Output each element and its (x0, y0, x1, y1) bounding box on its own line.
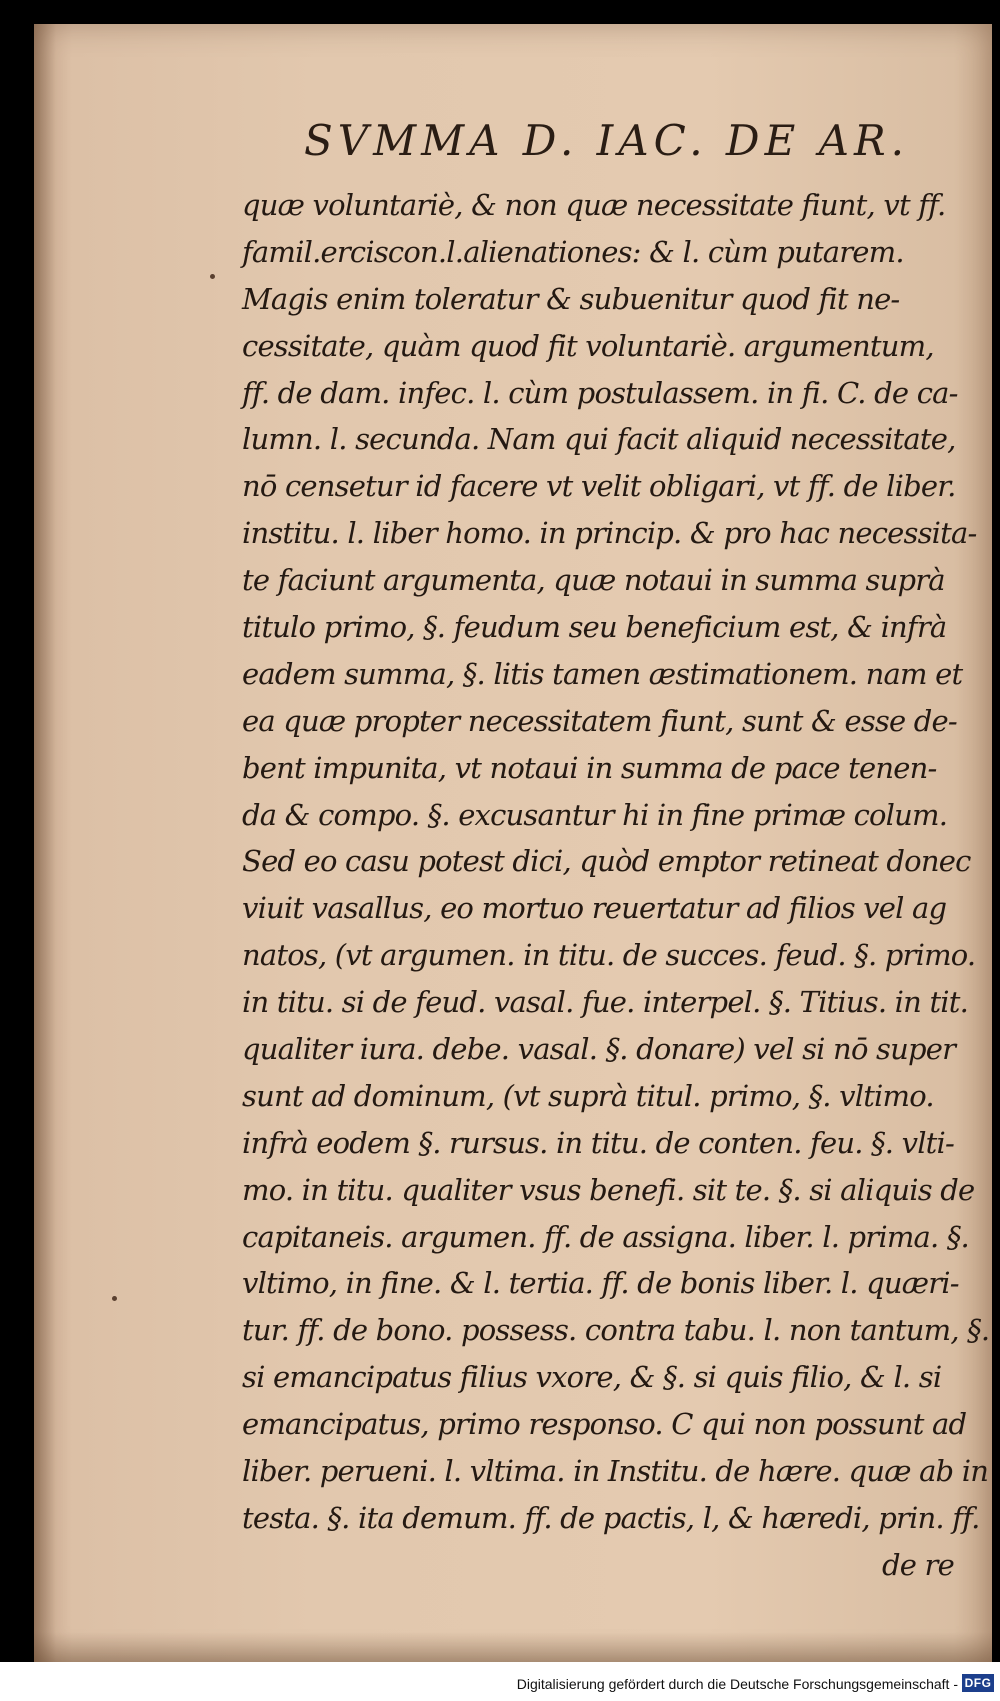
text-line: liber. perueni. l. vltima. in Institu. de hære. quæ ab in (242, 1454, 989, 1489)
text-line: in titu. si de feud. vasal. fue. interpel. §. Titius. in tit. (242, 985, 969, 1020)
ink-speck (210, 274, 215, 279)
text-line: da & compo. §. excusantur hi in fine primæ colum. (242, 797, 948, 832)
text-line: ff. de dam. infec. l. cùm postulassem. in fi. C. de ca- (242, 375, 958, 410)
text-line: eadem summa, §. litis tamen æstimationem. nam et (242, 656, 963, 691)
running-head: SVMMA D. IAC. DE AR. (304, 116, 909, 165)
text-line: natos, (vt argumen. in titu. de succes. feud. §. primo. (242, 938, 976, 973)
page-shadow-left (34, 24, 56, 1662)
text-line: mo. in titu. qualiter vsus benefi. sit te. §. si aliquis de (242, 1172, 975, 1207)
catchword: de re (882, 1547, 954, 1582)
text-line: si emancipatus filius vxore, & §. si quis filio, & l. si (242, 1360, 942, 1395)
text-line: institu. l. liber homo. in princip. & pro hac necessita- (242, 516, 977, 551)
text-line: ea quæ propter necessitatem fiunt, sunt & esse de- (242, 703, 957, 738)
text-line: te faciunt argumenta, quæ notaui in summa suprà (242, 563, 945, 598)
text-line: emancipatus, primo responso. C qui non possunt ad (242, 1407, 967, 1442)
text-line: qualiter iura. debe. vasal. §. donare) vel si nō super (242, 1032, 956, 1067)
dfg-logo: DFG (962, 1674, 994, 1692)
text-line: testa. §. ita demum. ff. de pactis, l, & hæredi, prin. ff. (242, 1500, 980, 1535)
text-line: famil.erciscon.l.alienationes: & l. cùm putarem. (242, 234, 904, 269)
text-line: nō censetur id facere vt velit obligari, vt ff. de liber. (242, 469, 956, 504)
text-line: titulo primo, §. feudum seu beneficium est, & infrà (242, 610, 947, 645)
footer-bar (0, 1662, 1000, 1701)
text-block (242, 182, 990, 1589)
ink-speck (112, 1296, 117, 1301)
page-shadow-bottom (34, 1632, 992, 1662)
text-line: bent impunita, vt notaui in summa de pace tenen- (242, 750, 937, 785)
text-line: capitaneis. argumen. ff. de assigna. liber. l. prima. §. (242, 1219, 969, 1254)
text-line: lumn. l. secunda. Nam qui facit aliquid necessitate, (242, 422, 956, 457)
text-line: quæ voluntariè, & non quæ necessitate fiunt, vt ff. (242, 188, 946, 222)
text-line: vltimo, in fine. & l. tertia. ff. de bonis liber. l. quæri- (242, 1266, 959, 1301)
text-line: tur. ff. de bono. possess. contra tabu. l. non tantum, §. (242, 1313, 990, 1348)
text-line: viuit vasallus, eo mortuo reuertatur ad filios vel ag (242, 891, 947, 926)
text-line: cessitate, quàm quod fit voluntariè. argumentum, (242, 328, 934, 363)
text-line: Sed eo casu potest dici, quòd emptor retineat donec (242, 844, 971, 879)
footer-credit: Digitalisierung gefördert durch die Deutsche Forschungsgemeinschaft - (516, 1676, 958, 1692)
text-line: Magis enim toleratur & subuenitur quod fit ne- (242, 281, 900, 316)
book-page (34, 24, 992, 1662)
text-line: sunt ad dominum, (vt suprà titul. primo, §. vltimo. (242, 1078, 934, 1113)
text-line: infrà eodem §. rursus. in titu. de conten. feu. §. vlti- (242, 1125, 954, 1160)
